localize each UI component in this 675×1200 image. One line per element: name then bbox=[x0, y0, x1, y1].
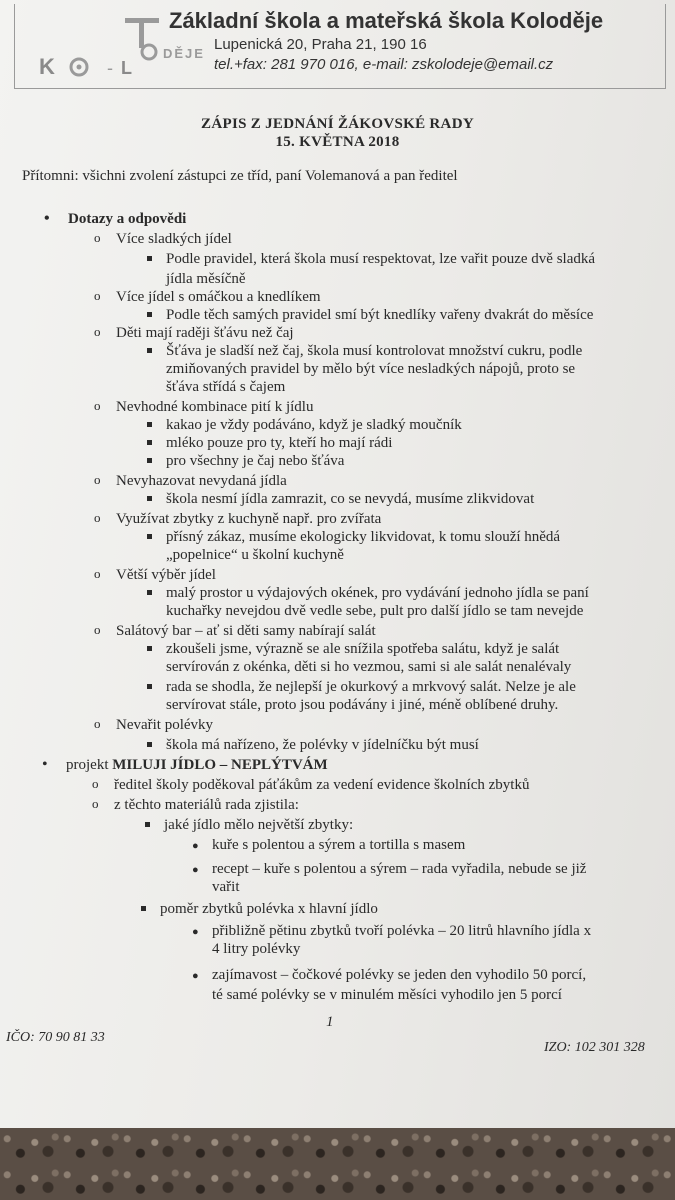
list-item-text: z těchto materiálů rada zjistila: bbox=[114, 797, 299, 813]
list-item-continuation bbox=[212, 878, 240, 896]
list-item bbox=[68, 210, 186, 228]
list-item bbox=[164, 816, 353, 834]
list-item-text: mléko pouze pro ty, kteří ho mají rádi bbox=[166, 435, 393, 451]
list-item-text: ředitel školy poděkoval páťákům za vedení evidence školních zbytků bbox=[114, 777, 530, 793]
list-item-text: šťáva střídá s čajem bbox=[166, 379, 286, 395]
list-item bbox=[166, 528, 560, 546]
project-name: MILUJI JÍDLO – NEPLÝTVÁM bbox=[112, 757, 328, 773]
list-item bbox=[166, 678, 576, 696]
list-item bbox=[116, 398, 313, 416]
list-item-text: Děti mají raději šťávu než čaj bbox=[116, 325, 294, 341]
list-item bbox=[166, 342, 582, 360]
list-item-text: Více sladkých jídel bbox=[116, 231, 232, 247]
list-item bbox=[212, 966, 586, 984]
list-item-text: škola má nařízeno, že polévky v jídelníčku být musí bbox=[166, 737, 479, 753]
list-item-text: rada se shodla, že nejlepší je okurkový a mrkvový salát. Nelze je ale bbox=[166, 679, 576, 695]
list-item-text: Nevhodné kombinace pití k jídlu bbox=[116, 399, 314, 415]
page-number: 1 bbox=[326, 1014, 334, 1030]
list-item-text: Salátový bar – ať si děti samy nabírají salát bbox=[116, 623, 376, 639]
list-item bbox=[160, 900, 378, 918]
list-item-text: pro všechny je čaj nebo šťáva bbox=[166, 453, 345, 469]
list-item bbox=[116, 324, 294, 342]
list-item bbox=[166, 250, 595, 268]
list-item-continuation bbox=[166, 602, 583, 620]
document-date: 15. KVĚTNA 2018 bbox=[275, 134, 400, 150]
list-item bbox=[116, 472, 287, 490]
list-item-text: Podle pravidel, která škola musí respektovat, lze vařit pouze dvě sladká bbox=[166, 251, 596, 267]
list-item bbox=[166, 490, 534, 508]
list-item-text: recept – kuře s polentou a sýrem – rada vyřadila, nebude se již bbox=[212, 861, 587, 877]
svg-text:-: - bbox=[107, 58, 113, 78]
ico-number: IČO: 70 90 81 33 bbox=[6, 1030, 105, 1045]
school-name: Základní škola a mateřská škola Koloděje bbox=[169, 8, 604, 33]
list-item bbox=[166, 736, 479, 754]
list-item-text: kakao je vždy podáváno, když je sladký moučník bbox=[166, 417, 462, 433]
list-item bbox=[212, 860, 586, 878]
list-item bbox=[212, 922, 591, 940]
list-item-continuation bbox=[166, 658, 571, 676]
list-item-continuation bbox=[166, 378, 285, 396]
list-item-continuation bbox=[166, 360, 575, 378]
list-item bbox=[116, 510, 381, 528]
list-item-text: poměr zbytků polévka x hlavní jídlo bbox=[160, 901, 378, 917]
list-item-text: Větší výběr jídel bbox=[116, 567, 216, 583]
school-contact: tel.+fax: 281 970 016, e-mail: zskolodeje@email.cz bbox=[214, 56, 554, 73]
list-item-text: servírován z okénka, děti si ho vezmou, sami si ale salát nenalévaly bbox=[166, 659, 572, 675]
list-item-text: jaké jídlo mělo největší zbytky: bbox=[164, 817, 354, 833]
list-item bbox=[116, 622, 376, 640]
izo-number: IZO: 102 301 328 bbox=[544, 1040, 645, 1055]
list-item bbox=[166, 452, 344, 470]
list-item-continuation bbox=[166, 696, 558, 714]
table-surface bbox=[0, 1128, 675, 1200]
list-item-continuation bbox=[166, 546, 344, 564]
list-item bbox=[166, 306, 593, 324]
list-item-text: projekt bbox=[66, 757, 113, 773]
list-item-text: 4 litry polévky bbox=[212, 941, 301, 957]
attendees-line: Přítomni: všichni zvolení zástupci ze tříd, paní Volemanová a pan ředitel bbox=[22, 168, 458, 184]
list-item-text: Podle těch samých pravidel smí být knedlíky vařeny dvakrát do měsíce bbox=[166, 307, 594, 323]
list-item-text: Dotazy a odpovědi bbox=[68, 211, 187, 227]
list-item bbox=[166, 434, 392, 452]
svg-text:K: K bbox=[39, 54, 55, 79]
list-item bbox=[114, 796, 299, 814]
list-item bbox=[166, 584, 589, 602]
list-item bbox=[116, 230, 232, 248]
list-item-text: Nevařit polévky bbox=[116, 717, 214, 733]
list-item-text: přibližně pětinu zbytků tvoří polévka – 20 litrů hlavního jídla x bbox=[212, 923, 592, 939]
document-title: ZÁPIS Z JEDNÁNÍ ŽÁKOVSKÉ RADY bbox=[201, 116, 474, 132]
list-item-text: kuře s polentou a sýrem a tortilla s masem bbox=[212, 837, 466, 853]
list-item-continuation bbox=[212, 940, 300, 958]
list-item-text: vařit bbox=[212, 879, 240, 895]
list-item-text: té samé polévky se v minulém měsíci vyhodilo jen 5 porcí bbox=[212, 987, 562, 1003]
list-item bbox=[116, 288, 321, 306]
list-item bbox=[212, 836, 465, 854]
list-item-text: malý prostor u výdajových okének, pro vydávání jednoho jídla se paní bbox=[166, 585, 589, 601]
list-item-continuation bbox=[166, 270, 246, 288]
list-item-text: zmiňovaných pravidel by mělo být více nesladkých nápojů, proto se bbox=[166, 361, 576, 377]
school-address: Lupenická 20, Praha 21, 190 16 bbox=[214, 36, 427, 53]
list-item-text: servírovat stále, proto jsou podávány i jiné, méně oblíbené druhy. bbox=[166, 697, 559, 713]
svg-text:DĚJE: DĚJE bbox=[163, 46, 205, 61]
list-item-text: Využívat zbytky z kuchyně např. pro zvířata bbox=[116, 511, 382, 527]
list-item-text: Nevyhazovat nevydaná jídla bbox=[116, 473, 287, 489]
list-item-text: přísný zákaz, musíme ekologicky likvidovat, k tomu slouží hnědá bbox=[166, 529, 561, 545]
svg-text:L: L bbox=[121, 58, 132, 78]
list-item bbox=[66, 756, 328, 774]
list-item-text: Více jídel s omáčkou a knedlíkem bbox=[116, 289, 321, 305]
list-item-text: škola nesmí jídla zamrazit, co se nevydá, musíme zlikvidovat bbox=[166, 491, 535, 507]
list-item bbox=[114, 776, 529, 794]
list-item bbox=[166, 416, 462, 434]
list-item-text: zkoušeli jsme, výrazně se ale snížila spotřeba salátu, když je salát bbox=[166, 641, 560, 657]
list-item-text: kuchařky nevejdou dvě vedle sebe, pult pro další jídlo se tam nevejde bbox=[166, 603, 584, 619]
list-item-text: „popelnice“ u školní kuchyně bbox=[166, 547, 344, 563]
list-item-text: Šťáva je sladší než čaj, škola musí kontrolovat množství cukru, podle bbox=[166, 343, 583, 359]
list-item-text: zajímavost – čočkové polévky se jeden den vyhodilo 50 porcí, bbox=[212, 967, 587, 983]
list-item-text: jídla měsíčně bbox=[166, 271, 246, 287]
list-item bbox=[116, 566, 216, 584]
list-item bbox=[116, 716, 213, 734]
list-item bbox=[166, 640, 559, 658]
list-item-continuation bbox=[212, 986, 562, 1004]
